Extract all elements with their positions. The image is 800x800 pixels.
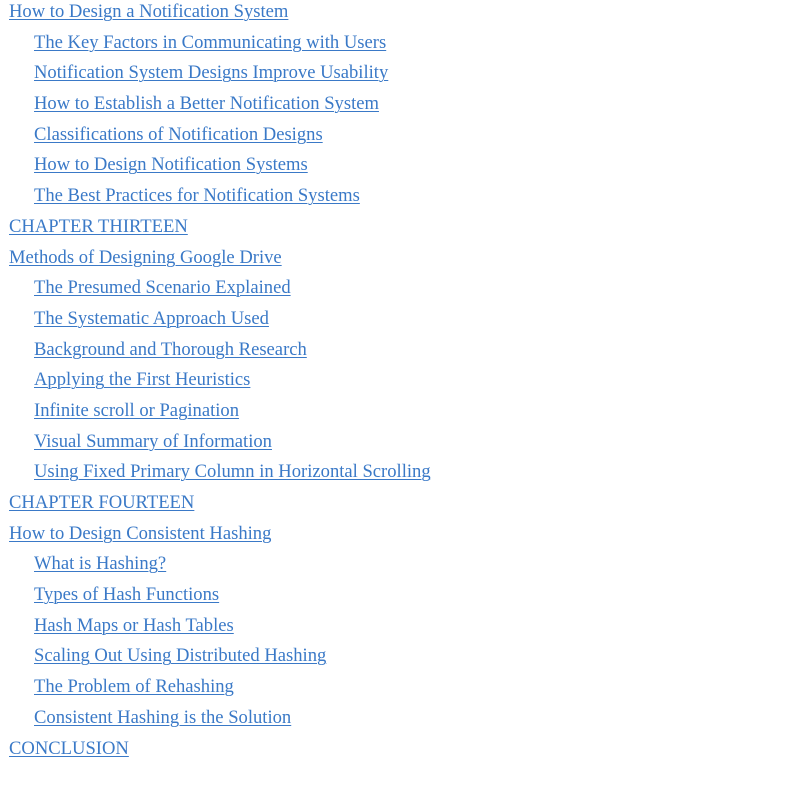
toc-link-chapter-thirteen[interactable]: CHAPTER THIRTEEN: [9, 215, 188, 237]
toc-link-rehashing[interactable]: The Problem of Rehashing: [34, 676, 234, 698]
toc-link-infinite-scroll[interactable]: Infinite scroll or Pagination: [34, 399, 240, 421]
toc-link-notification-system[interactable]: How to Design a Notification System: [9, 1, 289, 22]
toc-entry: [9, 522, 789, 553]
toc-entry: [9, 460, 789, 491]
toc-entry: [9, 153, 789, 184]
toc-entry: [9, 706, 789, 737]
toc-entry: [9, 614, 789, 645]
toc-entry: [9, 0, 789, 31]
toc-link-best-practices[interactable]: The Best Practices for Notification Systems: [34, 185, 360, 207]
toc-entry: [9, 491, 789, 522]
toc-link-fixed-primary-column[interactable]: Using Fixed Primary Column in Horizontal Scrolling: [34, 461, 431, 483]
toc-link-hash-maps[interactable]: Hash Maps or Hash Tables: [34, 614, 234, 636]
toc-link-presumed-scenario[interactable]: The Presumed Scenario Explained: [34, 277, 291, 299]
toc-entry: [9, 31, 789, 62]
toc-entry: [9, 644, 789, 675]
toc-link-what-is-hashing[interactable]: What is Hashing?: [34, 553, 167, 575]
toc-entry: [9, 92, 789, 123]
toc-entry: [9, 430, 789, 461]
toc-entry: [9, 552, 789, 583]
toc-entry: [9, 276, 789, 307]
toc-entry: [9, 675, 789, 706]
table-of-contents: [9, 0, 789, 767]
toc-link-better-notification-system[interactable]: How to Establish a Better Notification System: [34, 93, 379, 115]
toc-entry: [9, 184, 789, 215]
toc-entry: [9, 123, 789, 154]
toc-entry: [9, 583, 789, 614]
toc-link-classifications[interactable]: Classifications of Notification Designs: [34, 123, 323, 145]
toc-link-design-notification-systems[interactable]: How to Design Notification Systems: [34, 154, 308, 176]
toc-link-hash-functions[interactable]: Types of Hash Functions: [34, 584, 220, 606]
toc-link-improve-usability[interactable]: Notification System Designs Improve Usability: [34, 62, 389, 84]
toc-entry: [9, 307, 789, 338]
toc-link-visual-summary[interactable]: Visual Summary of Information: [34, 430, 272, 452]
toc-link-systematic-approach[interactable]: The Systematic Approach Used: [34, 307, 269, 329]
toc-link-hashing-solution[interactable]: Consistent Hashing is the Solution: [34, 706, 292, 728]
toc-entry: [9, 399, 789, 430]
toc-link-first-heuristics[interactable]: Applying the First Heuristics: [34, 369, 251, 391]
toc-entry: [9, 338, 789, 369]
toc-entry: [9, 368, 789, 399]
toc-entry: [9, 215, 789, 246]
toc-entry: [9, 246, 789, 277]
toc-link-key-factors[interactable]: The Key Factors in Communicating with Users: [34, 31, 387, 53]
toc-link-conclusion[interactable]: CONCLUSION: [9, 737, 129, 759]
toc-link-background-research[interactable]: Background and Thorough Research: [34, 338, 307, 360]
toc-link-distributed-hashing[interactable]: Scaling Out Using Distributed Hashing: [34, 645, 327, 667]
toc-link-consistent-hashing[interactable]: How to Design Consistent Hashing: [9, 522, 272, 544]
toc-entry: [9, 737, 789, 768]
toc-entry: [9, 61, 789, 92]
toc-link-chapter-fourteen[interactable]: CHAPTER FOURTEEN: [9, 492, 195, 513]
toc-link-google-drive[interactable]: Methods of Designing Google Drive: [9, 246, 282, 268]
